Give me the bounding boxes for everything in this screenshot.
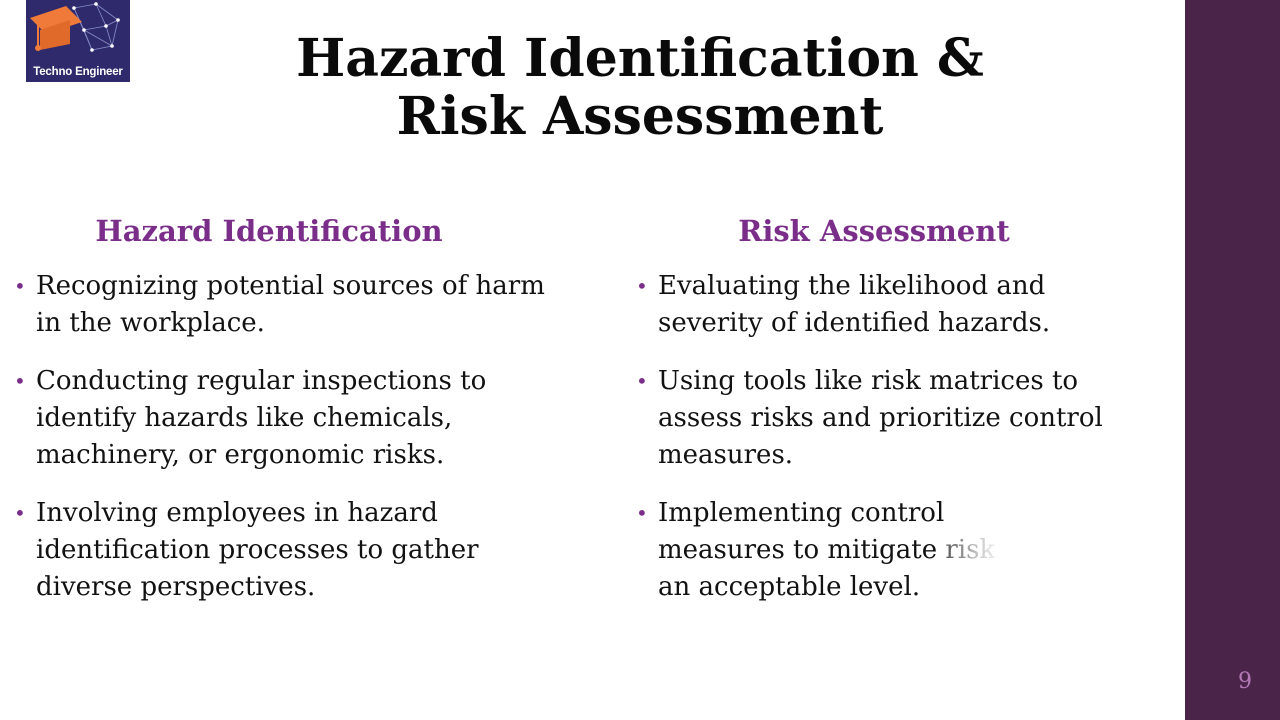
- bullet-icon: •: [14, 274, 26, 298]
- list-item: [14, 363, 574, 474]
- bullet-icon: •: [636, 369, 648, 393]
- bullet-icon: •: [14, 369, 26, 393]
- list-item: [14, 268, 574, 342]
- bullet-icon: •: [636, 274, 648, 298]
- risk-assessment-column: [636, 212, 1136, 627]
- hazard-identification-list: [14, 268, 574, 606]
- list-item: [14, 495, 574, 606]
- risk-assessment-list: [636, 268, 1136, 606]
- list-item: [636, 268, 1136, 342]
- hazard-identification-heading: Hazard Identification: [95, 214, 443, 248]
- list-item: [636, 495, 1136, 606]
- title-line-1: Hazard Identification &: [296, 28, 984, 89]
- list-item-text: Using tools like risk matrices to assess risks and prioritize control measures.: [658, 366, 1103, 470]
- risk-assessment-heading: Risk Assessment: [738, 214, 1010, 248]
- list-item-text-line-1: Implementing control: [658, 498, 945, 528]
- side-accent-bar: [1185, 0, 1280, 720]
- list-item-text-line-2: measures to mitigate: [658, 535, 946, 565]
- list-item-text-line-3: an acceptable level.: [658, 572, 921, 602]
- bullet-icon: •: [636, 501, 648, 525]
- slide-title: [240, 30, 1040, 146]
- list-item-text: Involving employees in hazard identification processes to gather diverse perspectives.: [36, 498, 479, 602]
- list-item-text: Conducting regular inspections to identify hazards like chemicals, machinery, or ergonomic risks.: [36, 366, 487, 470]
- list-item-text: Recognizing potential sources of harm in the workplace.: [36, 271, 545, 338]
- hazard-identification-column: [14, 212, 574, 627]
- page-number: 9: [1238, 669, 1252, 694]
- title-line-2: Risk Assessment: [396, 86, 884, 147]
- techno-engineer-logo: [26, 0, 130, 82]
- list-item: [636, 363, 1136, 474]
- list-item-text-faded: risk: [945, 535, 996, 565]
- bullet-icon: •: [14, 501, 26, 525]
- list-item-text: Evaluating the likelihood and severity of identified hazards.: [658, 271, 1051, 338]
- logo-text: Techno Engineer: [33, 66, 123, 78]
